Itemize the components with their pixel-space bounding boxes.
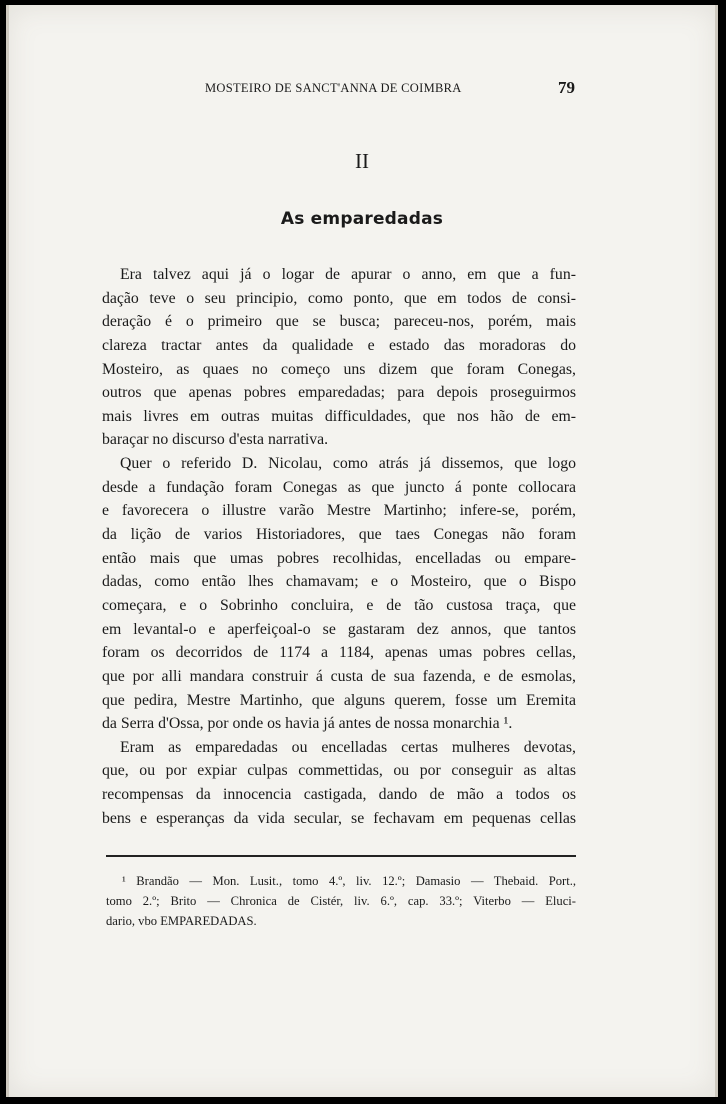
body-text bbox=[102, 263, 576, 830]
footnote-line: tomo 2.º; Brito — Chronica de Cistér, liv. 6.º, cap. 33.º; Viterbo — Eluci- bbox=[106, 894, 576, 908]
body-line: começara, e o Sobrinho concluira, e de tão custosa traça, que bbox=[102, 596, 576, 614]
footnote-line: ¹ Brandão — Mon. Lusit., tomo 4.º, liv. 12.º; Damasio — Thebaid. Port., bbox=[122, 874, 576, 888]
body-line: clareza tractar antes da qualidade e estado das moradoras do bbox=[102, 336, 576, 354]
page-number: 79 bbox=[558, 78, 575, 97]
running-title: MOSTEIRO DE SANCT'ANNA DE COIMBRA bbox=[205, 81, 462, 95]
body-line: foram os decorridos de 1174 a 1184, apenas umas pobres cellas, bbox=[102, 644, 576, 662]
body-line: recompensas da innocencia castigada, dando de mão a todos os bbox=[102, 786, 576, 804]
footnote-line: dario, vbo EMPAREDADAS. bbox=[106, 914, 257, 928]
body-line: mais livres em outras muitas difficuldades, que nos hão de em- bbox=[102, 407, 576, 425]
body-line: que pedira, Mestre Martinho, que alguns querem, fosse um Eremita bbox=[102, 691, 576, 709]
body-line: em levantal-o e aperfeiçoal-o se gastaram dez annos, que tantos bbox=[102, 620, 576, 638]
body-line: Mosteiro, as quaes no começo uns dizem que foram Conegas, bbox=[102, 360, 576, 378]
footnote-rule bbox=[106, 855, 576, 857]
footnotes bbox=[106, 871, 576, 931]
body-line: baraçar no discurso d'esta narrativa. bbox=[102, 431, 329, 449]
body-line: e favorecera o illustre varão Mestre Martinho; infere-se, porém, bbox=[102, 502, 576, 520]
body-line: desde a fundação foram Conegas as que juncto á ponte collocara bbox=[102, 478, 576, 496]
body-line: bens e esperanças da vida secular, se fechavam em pequenas cellas bbox=[102, 809, 576, 827]
body-line: deração é o primeiro que se busca; pareceu-nos, porém, mais bbox=[102, 313, 576, 331]
section-title: As emparedadas bbox=[280, 209, 444, 229]
body-line: da Serra d'Ossa, por onde os havia já antes de nossa monarchia ¹. bbox=[102, 715, 513, 733]
body-line: então mais que umas pobres recolhidas, encelladas ou empare- bbox=[102, 549, 576, 567]
body-line: da lição de varios Historiadores, que taes Conegas não foram bbox=[102, 526, 576, 544]
running-header bbox=[6, 78, 718, 101]
book-page bbox=[6, 5, 718, 1097]
body-line: outros que apenas pobres emparedadas; para depois proseguirmos bbox=[102, 384, 576, 402]
body-line: Eram as emparedadas ou encelladas certas mulheres devotas, bbox=[120, 738, 576, 756]
body-line: Era talvez aqui já o logar de apurar o anno, em que a fun- bbox=[120, 266, 576, 283]
body-line: que, ou por expiar culpas commettidas, ou por conseguir as altas bbox=[102, 762, 576, 780]
body-line: dadas, como então lhes chamavam; e o Mosteiro, que o Bispo bbox=[102, 573, 576, 591]
body-line: Quer o referido D. Nicolau, como atrás já dissemos, que logo bbox=[120, 455, 576, 473]
body-line: que por alli mandara construir á custa de sua fazenda, e de esmolas, bbox=[102, 667, 576, 685]
body-line: dação teve o seu principio, como ponto, que em todos de consi- bbox=[102, 289, 576, 307]
section-number: II bbox=[355, 149, 369, 173]
